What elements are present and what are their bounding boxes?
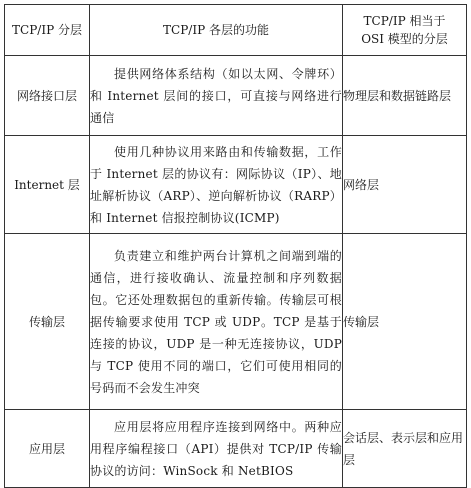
table-row-network-interface xyxy=(5,56,467,136)
header-osi-line2: OSI 模型的分层 xyxy=(361,32,448,46)
table-header xyxy=(5,5,467,56)
layer-name-cell: 应用层 xyxy=(5,410,90,488)
layer-function-cell xyxy=(90,410,343,488)
layer-function-cell xyxy=(90,234,343,410)
table-body xyxy=(5,56,467,488)
table-header-row xyxy=(5,5,467,56)
layer-osi-cell: 网络层 xyxy=(343,136,467,234)
layer-function-cell xyxy=(90,136,343,234)
layer-name-cell: Internet 层 xyxy=(5,136,90,234)
header-osi-line1: TCP/IP 相当于 xyxy=(363,14,446,28)
layer-osi-cell: 会话层、表示层和应用层 xyxy=(343,410,467,488)
layer-osi-cell: 物理层和数据链路层 xyxy=(343,56,467,136)
table-row-internet xyxy=(5,136,467,234)
layer-function-text: 负责建立和维护两台计算机之间端到端的通信，进行接收确认、流量控制和序列数据包。它还处理数据包的重新传输。传输层可根据传输要求使用 TCP 或 UDP。TCP 是基于连接的协议，UDP 是一种无连接协议，UDP 与 TCP 使用不同的端口，它们可使用相同的号码而不会发生冲突 xyxy=(90,248,342,395)
tcp-ip-layers-table xyxy=(4,4,467,488)
table-row-transport xyxy=(5,234,467,410)
header-layer: TCP/IP 分层 xyxy=(5,5,90,56)
header-function: TCP/IP 各层的功能 xyxy=(90,5,343,56)
layer-name-cell: 传输层 xyxy=(5,234,90,410)
layer-function-text: 使用几种协议用来路由和传输数据，工作于 Internet 层的协议有：网际协议（IP）、地址解析协议（ARP）、逆向解析协议（RARP）和 Internet 信报控制协议(ICMP) xyxy=(90,144,342,225)
layer-function-cell xyxy=(90,56,343,136)
layer-osi-cell: 传输层 xyxy=(343,234,467,410)
layer-function-text: 应用层将应用程序连接到网络中。两种应用程序编程接口（API）提供对 TCP/IP 传输协议的访问：WinSock 和 NetBIOS xyxy=(90,419,342,478)
header-osi-equivalent xyxy=(343,5,467,56)
table-row-application xyxy=(5,410,467,488)
layer-name-cell: 网络接口层 xyxy=(5,56,90,136)
layer-function-text: 提供网络体系结构（如以太网、令牌环）和 Internet 层间的接口，可直接与网络进行通信 xyxy=(90,66,342,125)
